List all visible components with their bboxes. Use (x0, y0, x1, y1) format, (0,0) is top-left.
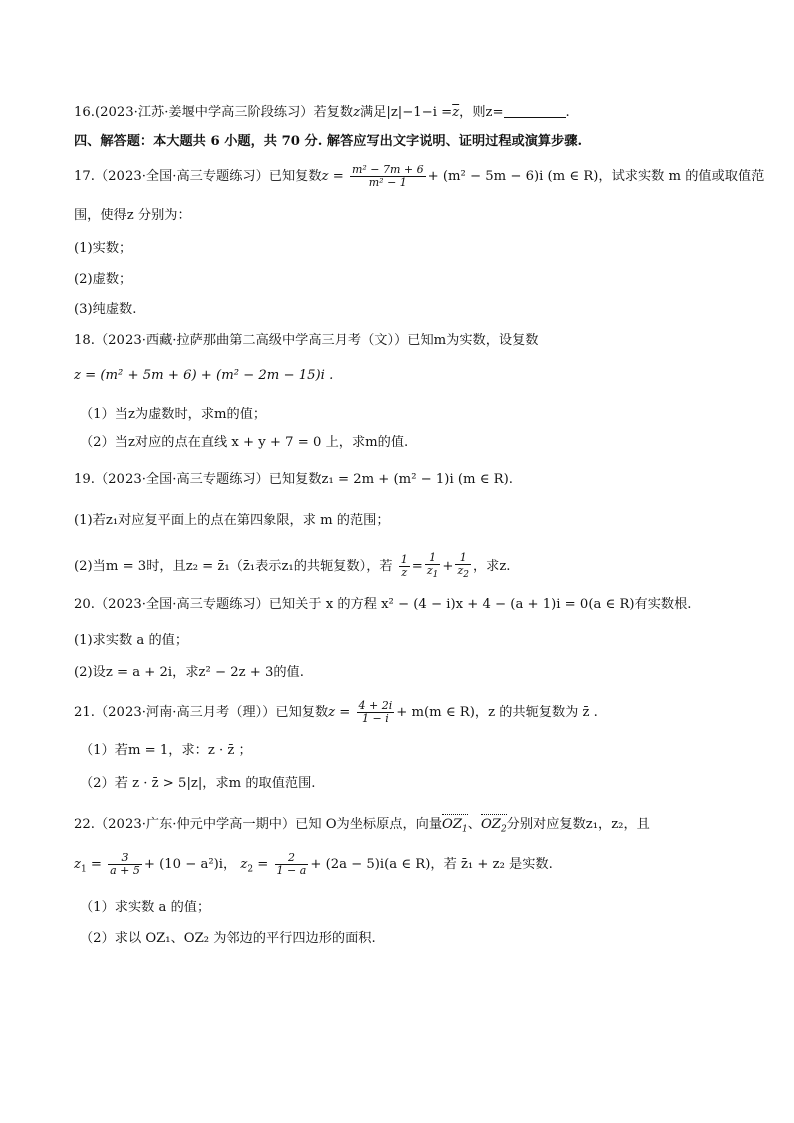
q21-part2: （2）若 z · z̄ > 5|z|，求m 的取值范围. (80, 776, 316, 791)
q17-line2: 围，使得z 分别为： (74, 208, 191, 223)
question-22: 22.（2023·广东·仲元中学高一期中）已知 O为坐标原点，向量$OZ_1$、$OZ_2$分别对应复数z₁，z₂，且 (74, 815, 650, 840)
q22-line2: $z_1$ = $\frac{3}{a + 5}$ + (10 − a²)i， $z_2$ = $\frac{2}{1 - a}$ + (2a − 5)i(a ∈ R)，若 z̄₁ + z₂ 是实数. (74, 851, 553, 877)
q20-part2: (2)设z = a + 2i，求z² − 2z + 3的值. (74, 665, 304, 680)
question-17: 17.（2023·全国·高三专题练习）已知复数z = $\frac{\text{m² − 7m + 6}}{\text{m² − 1}}$ + (m² − 5m − 6)i (m ∈ R)，试求实数 m 的值或取值范 (74, 163, 765, 189)
q17-after: + (m² − 5m − 6)i (m ∈ R)，试求实数 m 的值或取值范 (427, 169, 765, 184)
q21-fraction: $\frac{4 + 2i}{1 - i}$ (358, 699, 393, 725)
question-21: 21.（2023·河南·高三月考（理））已知复数z = $\frac{4 + 2i}{1 - i}$ + m(m ∈ R)，z 的共轭复数为 z̄ . (74, 699, 598, 725)
q18-part1: （1）当z为虚数时，求m的值； (80, 407, 267, 422)
q18-line2: z = (m² + 5m + 6) + (m² − 2m − 15)i . (74, 368, 334, 383)
question-16: 16.(2023·江苏·姜堰中学高三阶段练习）若复数z满足$|z|-1-i =\overline{z}$，则z= . (74, 105, 570, 120)
q21-part1: （1）若m = 1，求：z · z̄ ； (80, 743, 252, 758)
q16-prefix: 16.(2023·江苏·姜堰中学高三阶段练习）若复数 (74, 105, 354, 120)
q17-part1: (1)实数； (74, 241, 133, 256)
q20-part1: (1)求实数 a 的值； (74, 633, 189, 648)
q17-fraction: $\frac{\text{m² − 7m + 6}}{\text{m² − 1}}$ (351, 163, 424, 189)
question-19: 19.（2023·全国·高三专题练习）已知复数z₁ = 2m + (m² − 1)i (m ∈ R). (74, 472, 513, 487)
q16-then: ，则z= (459, 105, 504, 120)
q16-condition: 满足|z|−1−i = (360, 105, 453, 120)
question-20: 20.（2023·全国·高三专题练习）已知关于 x 的方程 x² − (4 − i)x + 4 − (a + 1)i = 0(a ∈ R)有实数根. (74, 597, 692, 612)
vector-oz2: $OZ_2$ (481, 815, 507, 840)
q19-part2: (2)当m = 3时，且z₂ = z̄₁（z̄₁表示z₁的共轭复数），若 $\frac{1}{z}$ = $\frac{1}{z_1}$ + $\frac{1}{z_2}$ ，求z. (74, 551, 511, 581)
q17-part3: (3)纯虚数. (74, 302, 137, 317)
section-4-header: 四、解答题：本大题共 6 小题，共 70 分. 解答应写出文字说明、证明过程或演算步骤. (74, 134, 583, 149)
vector-oz1: $OZ_1$ (442, 815, 468, 840)
question-18: 18.（2023·西藏·拉萨那曲第二高级中学高三月考（文））已知m为实数，设复数 (74, 333, 539, 348)
q16-answer-blank (504, 117, 566, 118)
q17-part2: (2)虚数； (74, 272, 133, 287)
q19-part1: (1)若z₁对应复平面上的点在第四象限，求 m 的范围； (74, 513, 390, 528)
q22-part1: （1）求实数 a 的值； (80, 900, 211, 915)
q18-part2: （2）当z对应的点在直线 x + y + 7 = 0 上，求m的值. (80, 435, 409, 450)
q22-part2: （2）求以 OZ₁、OZ₂ 为邻边的平行四边形的面积. (80, 931, 376, 946)
